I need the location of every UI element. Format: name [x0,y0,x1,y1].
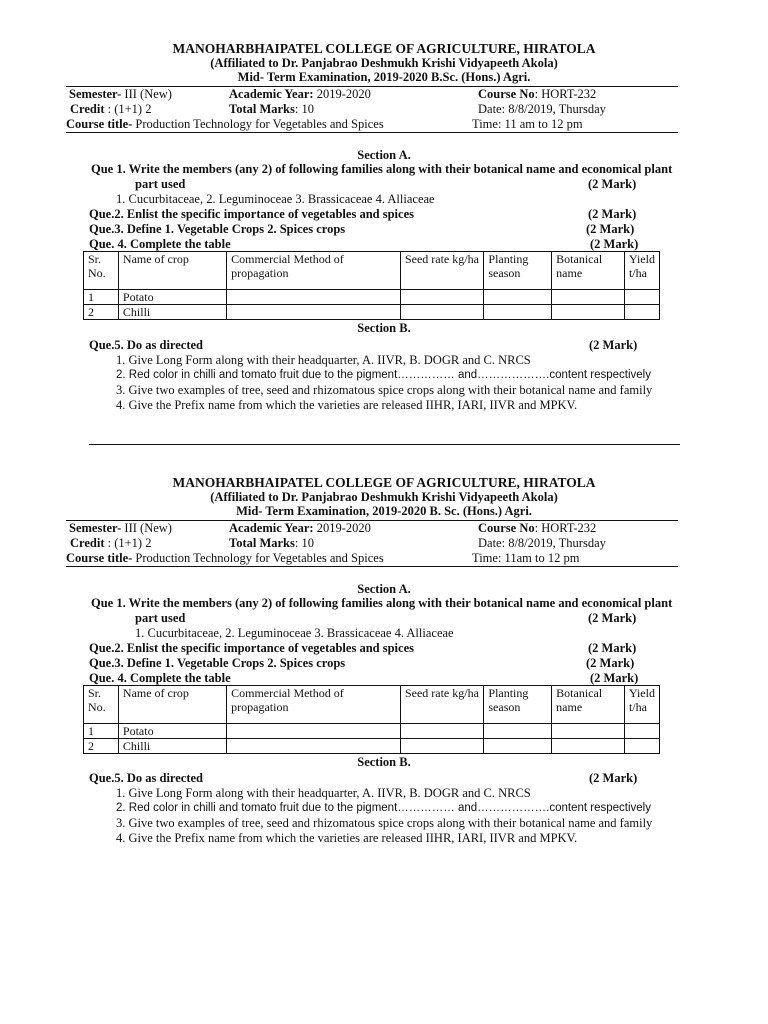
table-row [84,739,660,754]
exam-time: Time: 11 am to 12 pm [472,117,583,131]
row-sr: 1 [84,290,119,305]
header-sr-no: Sr. No. [84,252,119,290]
academic-year-value: 2019-2020 [313,87,371,101]
row-sr: 2 [84,305,119,320]
paper-divider [89,444,680,445]
question-5-item-4: 4. Give the Prefix name from which the varieties are released IIHR, IARI, IIVR and MPKV. [116,831,578,845]
question-3-mark: (2 Mark) [586,222,635,236]
question-1-line-2: part used [135,611,186,625]
question-5-item-2: 2. Red color in chilli and tomato fruit due to the pigment…………… and……………….content respectively [116,369,651,381]
total-marks-label: Total Marks [229,102,295,116]
credit-label: Credit [70,536,105,550]
question-5-item-2: 2. Red color in chilli and tomato fruit due to the pigment…………… and……………….content respectively [116,802,651,814]
semester-label: Semester- [69,87,122,101]
exam-title: Mid- Term Examination, 2019-2020 B. Sc. (Hons.) Agri. [236,504,532,518]
question-4-mark: (2 Mark) [590,671,639,685]
question-3: Que.3. Define 1. Vegetable Crops 2. Spices crops [89,656,346,670]
header-botanical-name: Botanical name [552,252,625,290]
credit-value: : (1+1) 2 [104,536,152,550]
college-name: MANOHARBHAIPATEL COLLEGE OF AGRICULTURE, HIRATOLA [172,41,596,56]
question-1-line-1: Que 1. Write the members (any 2) of following families along with their botanical name and economical plant [91,596,673,610]
question-4-mark: (2 Mark) [590,237,639,251]
header-sr-no: Sr. No. [84,686,119,724]
academic-year-label: Academic Year: [229,521,314,535]
question-5-item-3: 3. Give two examples of tree, seed and rhizomatous spice crops along with their botanical name and family [116,383,653,397]
table-row [84,305,660,320]
course-title-label: Course title- [66,551,133,565]
section-a-heading: Section A. [357,148,411,162]
question-3-mark: (2 Mark) [586,656,635,670]
header-name-of-crop: Name of crop [118,252,226,290]
semester-value: III (New) [121,87,172,101]
header-yield: Yield t/ha [624,252,659,290]
header-yield: Yield t/ha [624,686,659,724]
crop-table [83,251,660,320]
course-title-value: Production Technology for Vegetables and Spices [132,551,384,565]
affiliation: (Affiliated to Dr. Panjabrao Deshmukh Krishi Vidyapeeth Akola) [210,490,558,504]
section-a-heading: Section A. [357,582,411,596]
header-seed-rate: Seed rate kg/ha [400,686,483,724]
header-propagation: Commercial Method of propagation [227,686,401,724]
header-planting-season: Planting season [484,252,552,290]
row-sr: 2 [84,739,119,754]
exam-date: Date: 8/8/2019, Thursday [478,536,606,550]
table-row [84,724,660,739]
header-botanical-name: Botanical name [552,686,625,724]
semester-label: Semester- [69,521,122,535]
section-b-heading: Section B. [357,755,411,769]
question-2-mark: (2 Mark) [588,207,637,221]
course-info-box [66,520,678,567]
course-title-label: Course title- [66,117,133,131]
course-title-value: Production Technology for Vegetables and Spices [132,117,384,131]
question-1-line-2: part used [135,177,186,191]
row-crop: Potato [118,290,226,305]
question-2: Que.2. Enlist the specific importance of vegetables and spices [89,641,414,655]
header-seed-rate: Seed rate kg/ha [400,252,483,290]
question-2-mark: (2 Mark) [588,641,637,655]
question-5-item-1: 1. Give Long Form along with their headquarter, A. IIVR, B. DOGR and C. NRCS [116,786,531,800]
exam-date: Date: 8/8/2019, Thursday [478,102,606,116]
question-5-item-3: 3. Give two examples of tree, seed and rhizomatous spice crops along with their botanical name and family [116,816,653,830]
question-5: Que.5. Do as directed [89,338,203,352]
question-1-families: 1. Cucurbitaceae, 2. Leguminoceae 3. Brassicaceae 4. Alliaceae [116,192,435,206]
course-no-value: : HORT-232 [534,87,597,101]
academic-year-label: Academic Year: [229,87,314,101]
total-marks-value: : 10 [294,102,314,116]
course-no-label: Course No [478,87,535,101]
question-5: Que.5. Do as directed [89,771,203,785]
question-4: Que. 4. Complete the table [89,237,231,251]
header-name-of-crop: Name of crop [118,686,226,724]
question-3: Que.3. Define 1. Vegetable Crops 2. Spices crops [89,222,346,236]
row-crop: Chilli [118,739,226,754]
question-1-line-1: Que 1. Write the members (any 2) of following families along with their botanical name and economical plant [91,162,673,176]
college-name: MANOHARBHAIPATEL COLLEGE OF AGRICULTURE, HIRATOLA [172,475,596,490]
credit-value: : (1+1) 2 [104,102,152,116]
exam-time: Time: 11am to 12 pm [472,551,580,565]
semester-value: III (New) [121,521,172,535]
total-marks-value: : 10 [294,536,314,550]
exam-title: Mid- Term Examination, 2019-2020 B.Sc. (Hons.) Agri. [237,70,531,84]
question-5-item-1: 1. Give Long Form along with their headquarter, A. IIVR, B. DOGR and C. NRCS [116,353,531,367]
course-no-value: : HORT-232 [534,521,597,535]
crop-table [83,685,660,754]
row-crop: Potato [118,724,226,739]
header-planting-season: Planting season [484,686,552,724]
question-4: Que. 4. Complete the table [89,671,231,685]
row-crop: Chilli [118,305,226,320]
course-info-box [66,86,678,133]
total-marks-label: Total Marks [229,536,295,550]
academic-year-value: 2019-2020 [313,521,371,535]
row-sr: 1 [84,724,119,739]
table-row [84,290,660,305]
question-1-mark: (2 Mark) [588,177,637,191]
question-1-mark: (2 Mark) [588,611,637,625]
question-2: Que.2. Enlist the specific importance of vegetables and spices [89,207,414,221]
question-5-item-4: 4. Give the Prefix name from which the varieties are released IIHR, IARI, IIVR and MPKV. [116,398,578,412]
section-b-heading: Section B. [357,321,411,335]
course-no-label: Course No [478,521,535,535]
question-5-mark: (2 Mark) [589,771,638,785]
affiliation: (Affiliated to Dr. Panjabrao Deshmukh Krishi Vidyapeeth Akola) [210,56,558,70]
question-1-families: 1. Cucurbitaceae, 2. Leguminoceae 3. Brassicaceae 4. Alliaceae [135,626,454,640]
credit-label: Credit [70,102,105,116]
header-propagation: Commercial Method of propagation [227,252,401,290]
question-5-mark: (2 Mark) [589,338,638,352]
